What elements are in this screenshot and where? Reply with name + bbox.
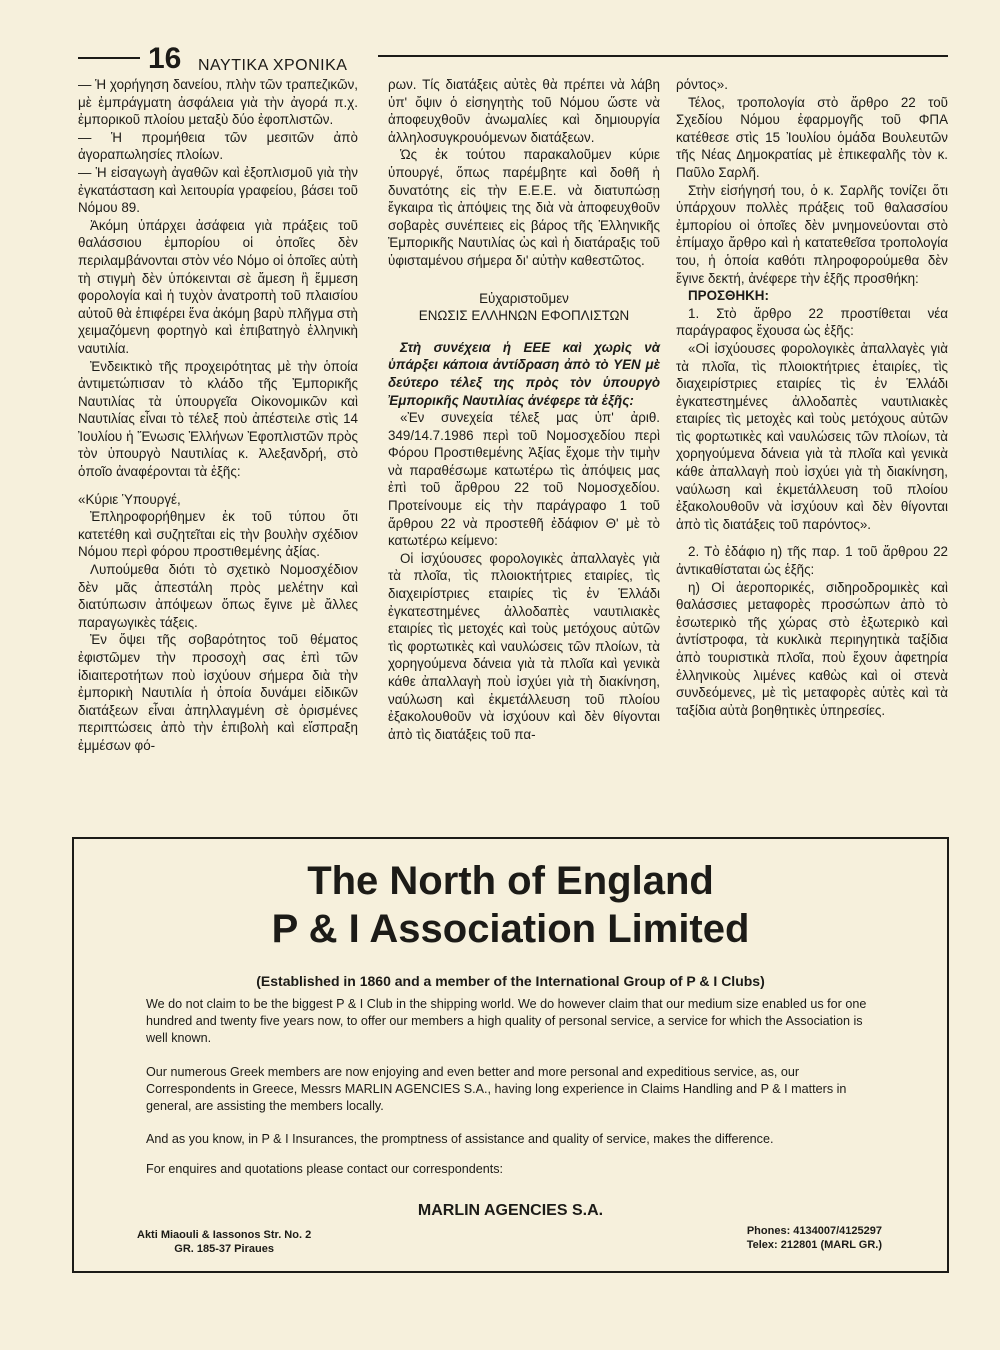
article-column-3	[676, 76, 948, 719]
ad-title-line-2: P & I Association Limited	[271, 907, 750, 951]
article-column-1	[78, 76, 358, 755]
paragraph: «Οἱ ἰσχύουσες φορολογικὲς ἀπαλλαγὲς γιὰ τὰ πλοῖα, τὶς πλοιοκτήτριες ἑταιρίες, τὶς διαχειρίστριες εταιρίες τὶς ἐν Ἑλλάδι ἐγκατεστημένες ἀλλοδαπὲς ναυτιλιακὲς εταιρίες τὶς μετοχὲς καὶ τοὺς μετόχους αὐτῶν τὶς φορτωτικὲς καὶ ναυλώσεις τῶν πλοίων, τὰ χορηγούμενα δάνεια γιὰ τὰ πλοῖα καὶ γενικὰ κάθε ἀπαλλαγὴ ποὺ ἰσχύει γιὰ τὴ διακίνηση, ναύλωση καὶ ἐκμετάλλευση τοῦ πλοίου ἐξακολουθοῦν νὰ ἰσχύουν καὶ δὲν θίγονται ἀπὸ τὶς διατάξεις τοῦ παρόντος».	[676, 340, 948, 532]
magazine-name: ΝΑΥΤΙΚΑ ΧΡΟΝΙΚΑ	[198, 57, 348, 74]
paragraph: Τέλος, τροπολογία στὸ ἄρθρο 22 τοῦ Σχεδίου Νόμου ἐφαρμογῆς τοῦ ΦΠΑ κατέθεσε στὶς 15 Ἰουλίου ὁμάδα Βουλευτῶν τῆς Νέας Δημοκρατίας μὲ ἐπικεφαλῆς τὸν κ. Παῦλο Σαρλῆ.	[676, 94, 948, 180]
paragraph: η) Οἱ ἀεροπορικές, σιδηροδρομικὲς καὶ θαλάσσιες μεταφορὲς προσώπων ἀπὸ τὸ ἐσωτερικὸ τῆς χώρας στὸ ἐξωτερικὸ καὶ ἀντίστροφα, τὰ κυκλικὰ περιηγητικὰ ταξίδια ἀπὸ τουριστικὰ πλοῖα, ποὺ ἔχουν ἀφετηρία ἑλληνικοὺς λιμένες καθὼς καὶ οἱ στενὰ συνδεόμενες, μὲ τὶς μεταφορὲς αὐτὲς καὶ τὰ ταξίδια αὐτὰ βοηθητικὲς ὑπηρεσίες.	[676, 579, 948, 718]
paragraph: — Ἡ προμήθεια τῶν μεσιτῶν ἀπὸ ἀγοραπωλησίες πλοίων.	[78, 129, 358, 163]
paragraph: 1. Στὸ ἄρθρο 22 προστίθεται νέα παράγραφος ἔχουσα ὡς ἑξῆς:	[676, 305, 948, 339]
ad-body-paragraph: Our numerous Greek members are now enjoying and even better and more personal and expeditious service, as, our Correspondents in Greece, Messrs MARLIN AGENCIES S.A., having long experience in Claims Handling and P & I matters in general, are assisting the members locally.	[146, 1065, 847, 1113]
ad-contact	[747, 1224, 882, 1252]
paragraph: Ἀκόμη ὑπάρχει ἀσάφεια γιὰ πράξεις τοῦ θαλάσσιου ἐμπορίου οἱ ὁποῖες δὲν περιλαμβάνονται στὸν νέο Νόμο οἱ ὁποῖες αὐτὴ τὴ στιγμὴ δὲν ὑπόκεινται σὲ ἄμεση ἢ ἔμμεση φορολογία καὶ ἡ τυχὸν ἀνατροπὴ τοῦ πλαισίου αὐτοῦ θὰ ἐπιφέρει ἕνα ἀκόμη βαρὺ πλῆγμα στὴ χειμαζόμενη φορτηγὸ καὶ ἐπιβατηγὸ ἑλληνικὴ ναυτιλία.	[78, 217, 358, 356]
ad-body-paragraph: We do not claim to be the biggest P & I Club in the shipping world. We do however claim that our medium size enabled us for one hundred and twenty five years now, to offer our members a high quality of personal service, a service for which the Association is well known.	[146, 997, 867, 1045]
letter-signoff	[388, 290, 660, 325]
ad-telex: Telex: 212801 (MARL GR.)	[746, 1239, 882, 1251]
signoff-union: ΕΝΩΣΙΣ ΕΛΛΗΝΩΝ ΕΦΟΠΛΙΣΤΩΝ	[418, 308, 630, 324]
paragraph: Ἐν ὄψει τῆς σοβαρότητος τοῦ θέματος ἐφιστῶμεν τὴν προσοχὴ σας ἐπὶ τῶν ἰδιαιτεροτήτων ποὺ ἰσχύουν σήμερα διὰ τὴν ἐμπορικὴ Ναυτιλία ἡ ὁποία δυνάμει εἰδικῶν διατάξεων εἶναι ἀπηλλαγμένη σὲ ὁρισμένες περιπτώσεις ἀπὸ τὴν ἐπιβολὴ καὶ εἴσπραξη ἐμμέσων φό-	[78, 632, 358, 753]
ad-body-paragraph: And as you know, in P & I Insurances, the promptness of assistance and quality of service, makes the difference.	[146, 1132, 774, 1146]
section-heading: ΠΡΟΣΘΗΚΗ:	[688, 288, 769, 304]
paragraph: ρων. Τίς διατάξεις αὐτὲς θὰ πρέπει νὰ λάβη ὑπ' ὄψιν ὁ εἰσηγητὴς τοῦ Νόμου ὥστε νὰ ἀποφευχθοῦν ἀνωμαλίες καὶ δημιουργία ἀλληλοσυγκρουόμενων διατάξεων.	[388, 77, 660, 145]
paragraph: Ἐνδεικτικὸ τῆς προχειρότητας μὲ τὴν ὁποία ἀντιμετώπισαν τὸ κλάδο τῆς Ἐμπορικῆς Ναυτιλίας τὰ ὑπουργεῖα Οἰκονομικῶν καὶ Ναυτιλίας εἶναι τὸ τέλεξ ποὺ ἀπέστειλε στὶς 14 Ἰουλίου ἡ Ἕνωσις Ἑλλήνων Ἐφοπλιστῶν πρὸς τὸν ὑπουργὸ Ναυτιλίας κ. Ἀλεξανδρή, στὸ ὁποῖο ἀναφέρονται τὰ ἑξῆς:	[78, 358, 358, 480]
ad-phones: Phones: 4134007/4125297	[746, 1225, 882, 1237]
paragraph: — Ἡ εἰσαγωγὴ ἀγαθῶν καὶ ἐξοπλισμοῦ γιὰ τὴν ἐγκατάσταση καὶ λειτουρία γραφείου, βάσει τοῦ Νόμου 89.	[78, 164, 358, 216]
article-column-2	[388, 76, 660, 743]
paragraph: Στὴν εἰσήγησή του, ὁ κ. Σαρλῆς τονίζει ὅτι ὑπάρχουν πολλὲς πράξεις τοῦ θαλασσίου ἐμπορίου οἱ ὁποῖες δὲν μνημονεύονται στὸ ἐπίμαχο ἄρθρο καὶ ἡ κατατεθεῖσα τροπολογία του, ἡ ὁποία καθότι πληροφορούμεθα δὲν ἔγινε δεκτή, ἀνέφερε τὴν ἑξῆς προσθήκη:	[676, 182, 948, 286]
page-number: 16	[148, 42, 182, 75]
paragraph: Λυπούμεθα διότι τὸ σχετικὸ Νομοσχέδιον δὲν μᾶς ἀπεστάλη πρὸς μελέτην καὶ διατύπωσιν ἀπόψεων ὅπως ἔγινε μὲ ἄλλες παραγωγικὲς τάξεις.	[78, 562, 358, 630]
paragraph: Ἐπληροφορήθημεν ἐκ τοῦ τύπου ὅτι κατετέθη καὶ συζητεῖται εἰς τὴν βουλὴν σχέδιον Νόμου περὶ φόρου προστιθεμένης ἀξίας.	[78, 509, 358, 560]
signoff-thanks: Εὐχαριστοῦμεν	[479, 290, 569, 306]
ad-company-name: MARLIN AGENCIES S.A.	[417, 1202, 604, 1219]
ad-address-line: GR. 185-37 Piraues	[174, 1243, 274, 1255]
ad-address	[137, 1228, 311, 1256]
paragraph: «Ἐν συνεχεία τέλεξ μας ὑπ' ἀριθ. 349/14.7.1986 περὶ τοῦ Νομοσχεδίου περὶ Φόρου Προστιθεμένης Ἀξίας ἔχομε τὴν τιμὴν νὰ παραθέσωμε κατωτέρω τὶς ἀπόψεις μας ἐπὶ τοῦ ἄρθρου 22 τοῦ Νομοσχεδίου. Προτείνουμε εἰς τὴν παράγραφο 1 τοῦ ἄρθρου 22 νὰ προστεθῆ ἐδάφιον Θ' μὲ τὸ κατωτέρω κείμενο:	[388, 410, 660, 549]
bold-intro: Στὴ συνέχεια ἡ ΕΕΕ καὶ χωρὶς νὰ ὑπάρξει κάποια ἀντίδραση ἀπὸ τὸ ΥΕΝ μὲ δεύτερο τέλεξ της πρὸς τὸν ὑπουργὸ Ἐμπορικῆς Ναυτιλίας ἀνέφερε τὰ ἑξῆς:	[388, 339, 660, 408]
header-rule-left	[78, 57, 140, 59]
paragraph: 2. Τὸ ἐδάφιο η) τῆς παρ. 1 τοῦ ἄρθρου 22 ἀντικαθίσταται ὡς ἑξῆς:	[676, 544, 948, 578]
ad-address-line: Akti Miaouli & Iassonos Str. No. 2	[137, 1229, 312, 1241]
ad-title-line-1: The North of England	[307, 859, 714, 903]
salutation: «Κύριε Ὑπουργέ,	[78, 491, 181, 507]
ad-body-paragraph: For enquires and quotations please contact our correspondents:	[146, 1162, 504, 1176]
paragraph: Ὡς ἐκ τούτου παρακαλοῦμεν κύριε ὑπουργέ, ὅπως παρέμβητε καὶ δοθῆ ἡ δυνατότης εἰς τὴν Ε.Ε.Ε. νὰ διατυπώσῃ ἔγκαιρα τὶς ἀπόψεις της διὰ νὰ ἀποφευχθοῦν σοβαρὲς συνέπειες εἰς βάρος τῆς Ἑλληνικῆς Ἐμπορικῆς Ναυτιλίας ὡς καὶ ἡ διατάραξις τοῦ ὑφισταμένου σήμερα δι' αὐτὴν καθεστῶτος.	[388, 147, 660, 268]
paragraph: ρόντος».	[676, 77, 728, 92]
ad-established: (Established in 1860 and a member of the International Group of P & I Clubs)	[256, 973, 765, 989]
advertisement-box	[72, 837, 949, 1273]
paragraph: Οἱ ἰσχύουσες φορολογικὲς ἀπαλλαγὲς γιὰ τὰ πλοῖα, τὶς πλοιοκτήτριες εταιρίες, τὶς διαχειρίστριες εταιρίες τὶς ἐν Ἑλλάδι ἐγκατεστημένες ἀλλοδαπὲς ναυτιλιακὲς εταιρίες τὶς μετοχές καὶ τοὺς μετόχους αὐτῶν τὶς φορτωτικὲς καὶ ναυλώσεις τῶν πλοίων, τὰ χορηγούμενα δάνεια γιὰ τὰ πλοῖα καὶ γενικὰ κάθε ἀπαλλαγὴ ποὺ ἰσχύει γιὰ τὴ διακίνηση, ναύλωση καὶ ἐκμετάλλευση τοῦ πλοίου ἐξακολουθοῦν νὰ ἰσχύουν καὶ δὲν θίγονται ἀπὸ τὶς διατάξεις τοῦ πα-	[388, 550, 660, 742]
paragraph: — Ἡ χορήγηση δανείου, πλὴν τῶν τραπεζικῶν, μὲ ἐμπράγματη ἀσφάλεια γιὰ τὴν ἀγορά π.χ. ἐμπορικοῦ πλοίου μεταξὺ δύο ἐφοπλιστῶν.	[78, 77, 358, 128]
header-rule-right	[378, 55, 948, 57]
